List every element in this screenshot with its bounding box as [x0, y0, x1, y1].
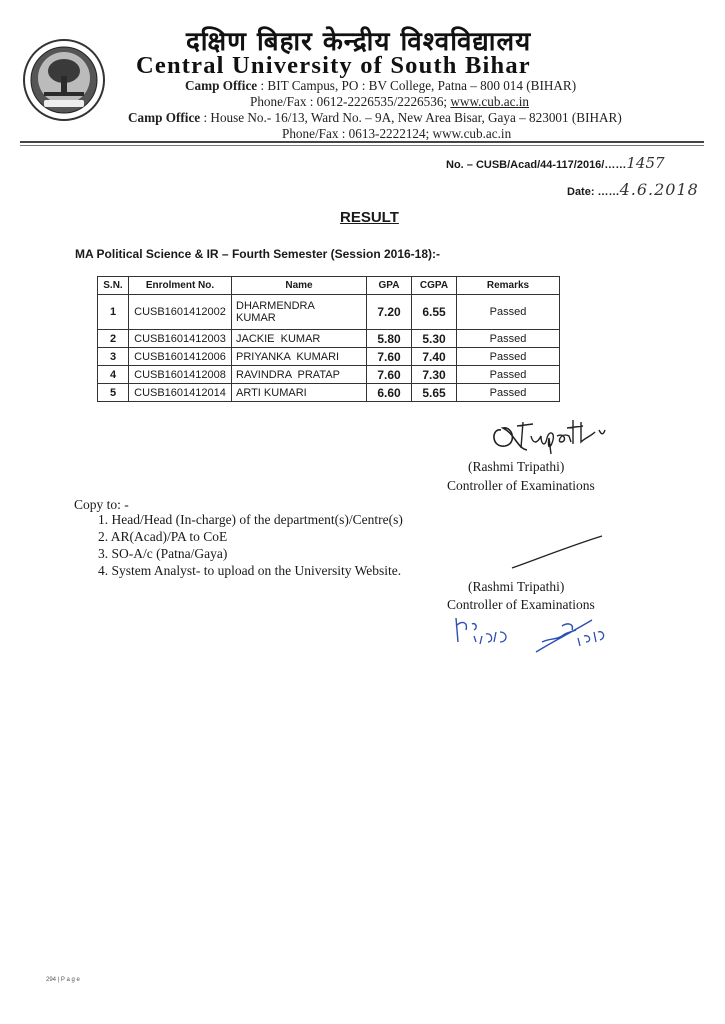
contact-phone: Phone/Fax : 0612-2226535/2226536;: [250, 94, 451, 109]
header-remarks: Remarks: [457, 277, 560, 295]
table-row: [98, 295, 560, 330]
list-item: 4. System Analyst- to upload on the University Website.: [98, 563, 402, 578]
name-line: DHARMENDRA: [236, 300, 315, 312]
signatory-name: (Rashmi Tripathi): [468, 459, 565, 474]
cell-cgpa: 6.55: [412, 295, 457, 330]
header-divider: [20, 141, 704, 143]
cell-remarks: Passed: [457, 348, 560, 366]
cell-gpa: 7.60: [367, 366, 412, 384]
name-line: KUMAR: [236, 312, 276, 324]
cell-cgpa: 5.30: [412, 330, 457, 348]
document-date: [567, 180, 699, 199]
office-label: Camp Office: [128, 110, 201, 125]
header-enrolment: Enrolment No.: [129, 277, 232, 295]
cell-name: [232, 295, 367, 330]
signature-image: [487, 408, 617, 458]
office-address-gaya: [128, 110, 622, 126]
table-row: [98, 384, 560, 402]
office-address: : BIT Campus, PO : BV College, Patna – 800 014 (BIHAR): [260, 78, 577, 93]
receipt-initials: [452, 612, 522, 652]
reference-number: [446, 154, 665, 172]
cell-sn: 2: [98, 330, 129, 348]
cell-remarks: Passed: [457, 384, 560, 402]
cell-remarks: Passed: [457, 330, 560, 348]
university-name-english: Central University of South Bihar: [136, 52, 531, 79]
table-row: [98, 348, 560, 366]
header-cgpa: CGPA: [412, 277, 457, 295]
cell-cgpa: 5.65: [412, 384, 457, 402]
table-row: [98, 330, 560, 348]
signatory-designation: Controller of Examinations: [447, 478, 595, 493]
cell-remarks: Passed: [457, 366, 560, 384]
reference-label: No. – CUSB/Acad/44-117/2016/……: [446, 159, 627, 171]
cell-remarks: Passed: [457, 295, 560, 330]
cell-sn: 1: [98, 295, 129, 330]
copy-to-list: [98, 512, 403, 580]
office-label: Camp Office: [185, 78, 258, 93]
cell-name: JACKIE KUMAR: [232, 330, 367, 348]
header-name: Name: [232, 277, 367, 295]
cell-enrolment: CUSB1601412006: [129, 348, 232, 366]
date-handwritten: 4.6.2018: [619, 180, 699, 199]
page-footer: 294 | P a g e: [46, 977, 80, 983]
table-header-row: [98, 277, 560, 295]
signatory-name: (Rashmi Tripathi): [468, 579, 565, 594]
copy-to-label: Copy to: -: [74, 497, 129, 512]
cell-sn: 5: [98, 384, 129, 402]
cell-sn: 4: [98, 366, 129, 384]
office-address: : House No.- 16/13, Ward No. – 9A, New Area Bisar, Gaya – 823001 (BIHAR): [203, 110, 622, 125]
university-name-hindi: दक्षिण बिहार केन्द्रीय विश्वविद्यालय: [186, 27, 532, 57]
cell-name: PRIYANKA KUMARI: [232, 348, 367, 366]
result-heading: RESULT: [340, 209, 399, 226]
header-divider-thin: [20, 145, 704, 146]
cell-gpa: 6.60: [367, 384, 412, 402]
header-sn: S.N.: [98, 277, 129, 295]
cell-gpa: 7.60: [367, 348, 412, 366]
cell-enrolment: CUSB1601412003: [129, 330, 232, 348]
cell-enrolment: CUSB1601412008: [129, 366, 232, 384]
receipt-initials: [532, 612, 610, 662]
cell-cgpa: 7.30: [412, 366, 457, 384]
cell-enrolment: CUSB1601412014: [129, 384, 232, 402]
cell-name: RAVINDRA PRATAP: [232, 366, 367, 384]
signatory-designation: Controller of Examinations: [447, 597, 595, 612]
reference-handwritten: 1457: [626, 154, 665, 172]
programme-title: MA Political Science & IR – Fourth Semester (Session 2016-18):-: [75, 247, 441, 261]
signature-stroke: [510, 532, 605, 572]
office-address-patna: [185, 78, 576, 94]
list-item: 2. AR(Acad)/PA to CoE: [98, 529, 228, 544]
cell-cgpa: 7.40: [412, 348, 457, 366]
office-contact-gaya: Phone/Fax : 0613-2222124; www.cub.ac.in: [282, 126, 512, 141]
website-link[interactable]: www.cub.ac.in: [450, 94, 529, 109]
table-row: [98, 366, 560, 384]
university-logo: [22, 38, 106, 122]
list-item: 3. SO-A/c (Patna/Gaya): [98, 546, 228, 561]
cell-sn: 3: [98, 348, 129, 366]
cell-gpa: 5.80: [367, 330, 412, 348]
date-label: Date: ……: [567, 186, 620, 198]
list-item: 1. Head/Head (In-charge) of the department(s)/Centre(s): [98, 512, 403, 527]
cell-gpa: 7.20: [367, 295, 412, 330]
office-contact-patna: [250, 94, 529, 110]
header-gpa: GPA: [367, 277, 412, 295]
cell-name: ARTI KUMARI: [232, 384, 367, 402]
result-table: [97, 276, 560, 402]
cell-enrolment: CUSB1601412002: [129, 295, 232, 330]
